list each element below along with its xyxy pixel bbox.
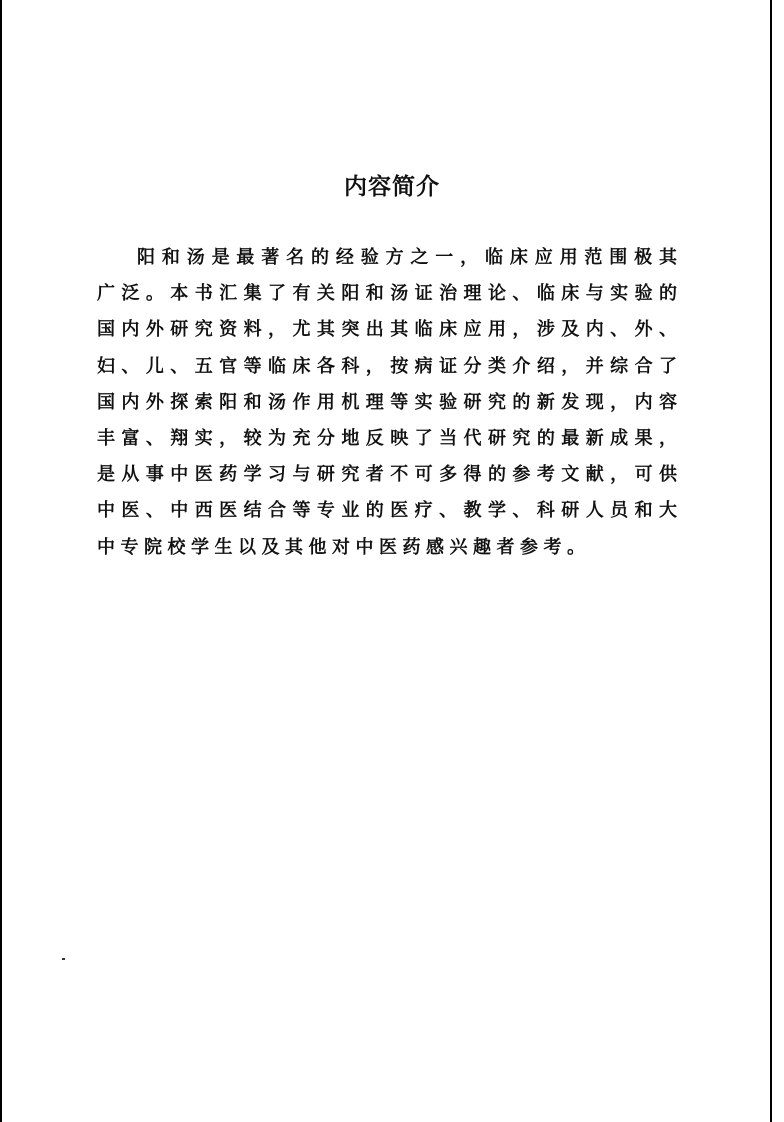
scan-speck <box>62 958 65 960</box>
paragraph-line: 阳和汤是最著名的经验方之一，临床应用范围极其 <box>137 247 677 268</box>
paragraph-line: 国内外探索阳和汤作用机理等实验研究的新发现，内容 <box>97 391 677 413</box>
paragraph-line: 中专院校学生以及其他对中医药感兴趣者参考。 <box>97 536 591 558</box>
paragraph-line: 妇、儿、五官等临床各科，按病证分类介绍，并综合了 <box>97 355 677 377</box>
paragraph-line: 中医、中西医结合等专业的医疗、教学、科研人员和大 <box>97 500 677 522</box>
paragraph-line: 丰富、翔实，较为充分地反映了当代研究的最新成果， <box>97 427 677 449</box>
paragraph-line: 是从事中医药学习与研究者不可多得的参考文献，可供 <box>97 464 677 486</box>
summary-paragraph <box>97 240 677 566</box>
paragraph-line: 国内外研究资料，尤其突出其临床应用，涉及内、外、 <box>97 319 677 341</box>
page-title: 内容简介 <box>344 174 440 200</box>
paragraph-line: 广泛。本书汇集了有关阳和汤证治理论、临床与实验的 <box>97 283 677 305</box>
